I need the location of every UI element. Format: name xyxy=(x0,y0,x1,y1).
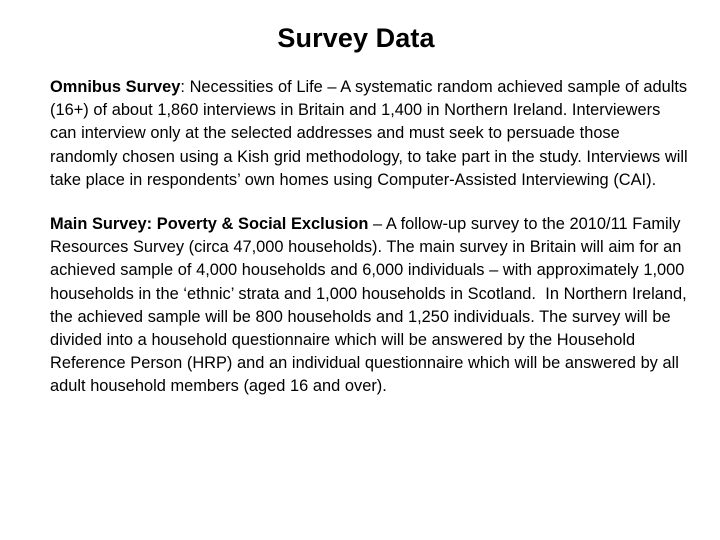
paragraph-main-survey xyxy=(50,213,690,399)
page-title: Survey Data xyxy=(277,23,435,53)
paragraph-main-survey-text: – A follow-up survey to the 2010/11 Family Resources Survey (circa 47,000 households). The main survey in Britain will aim for an achieved sample of 4,000 households and 6,000 individuals – with approximately 1,000 households in the ‘ethnic’ strata and 1,000 households in Scotland. In Northern Ireland, the achieved sample will be 800 households and 1,250 individuals. The survey will be divided into a household questionnaire which will be answered by the Household Reference Person (HRP) and an individual questionnaire which will be answered by all adult household members (aged 16 and over). xyxy=(50,215,692,396)
paragraph-omnibus-survey xyxy=(50,76,693,192)
paragraph-omnibus-survey-lead: Omnibus Survey xyxy=(50,78,181,96)
slide-body xyxy=(50,76,693,399)
paragraph-main-survey-lead: Main Survey: Poverty & Social Exclusion xyxy=(50,215,369,234)
paragraph-omnibus-survey-text: : Necessities of Life – A systematic random achieved sample of adults (16+) of about 1,860 interviews in Britain and 1,400 in Northern Ireland. Interviewers can interview only at the selected addresses and must seek to persuade those randomly chosen using a Kish grid methodology, to take part in the study. Interviews will take place in respondents’ own homes using Computer-Assisted Interviewing (CAI). xyxy=(50,78,693,189)
